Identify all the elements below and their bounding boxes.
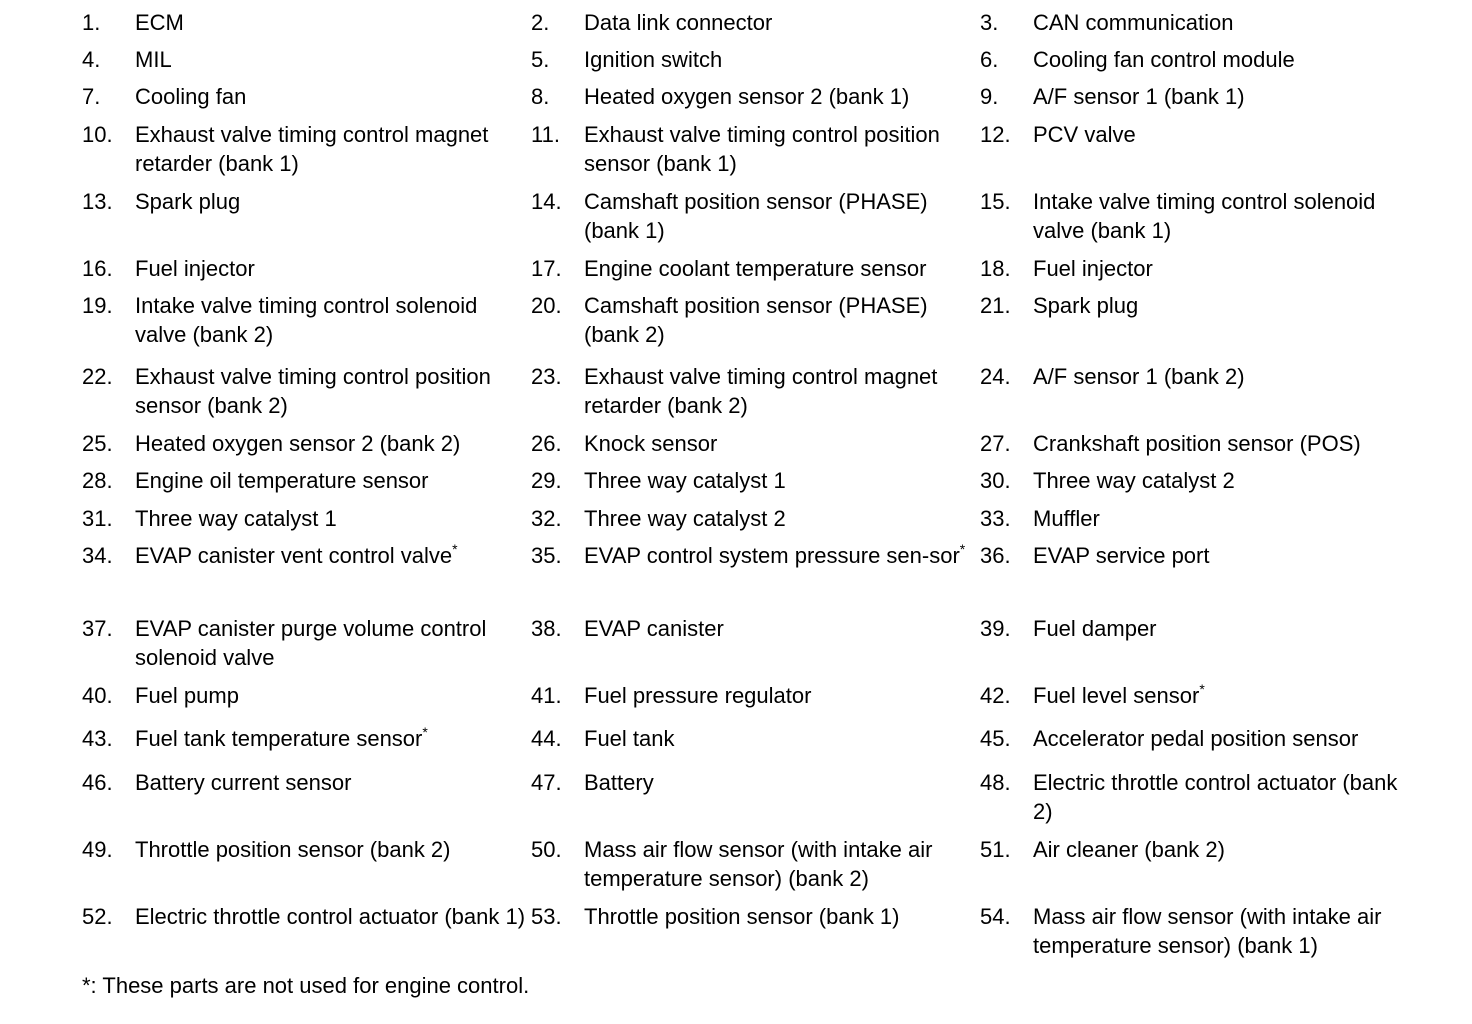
item-number: 33.: [980, 506, 1011, 531]
legend-item: [980, 504, 1422, 541]
legend-item: [531, 466, 980, 504]
item-label-text: Exhaust valve timing control position sensor (bank 1): [584, 122, 940, 176]
legend-item: [980, 902, 1422, 969]
legend-item: [980, 187, 1422, 254]
item-label-text: Engine oil temperature sensor: [135, 468, 429, 493]
item-label: [1033, 902, 1422, 969]
legend-item: [82, 45, 531, 82]
item-label: [135, 466, 531, 504]
item-number: 24.: [980, 364, 1011, 389]
legend-row: [82, 120, 1422, 187]
item-number: 3.: [980, 10, 999, 35]
item-label-text: Camshaft position sensor (PHASE) (bank 2): [584, 293, 928, 347]
item-number: 28.: [82, 468, 113, 493]
item-label-text: Battery: [584, 770, 654, 795]
item-label: [1033, 8, 1422, 45]
item-label-text: Three way catalyst 1: [584, 468, 786, 493]
item-label-text: Intake valve timing control solenoid valve (bank 2): [135, 293, 478, 347]
legend-item: [980, 724, 1422, 768]
item-number: 37.: [82, 616, 113, 641]
item-label-text: Exhaust valve timing control magnet retarder (bank 1): [135, 122, 489, 176]
item-label-text: Battery current sensor: [135, 770, 352, 795]
legend-item: [531, 541, 980, 614]
item-number: 54.: [980, 904, 1011, 929]
item-number: 2.: [531, 10, 550, 35]
item-label: [1033, 120, 1422, 187]
item-number: 35.: [531, 543, 562, 568]
item-label: [135, 45, 531, 82]
legend-item: [82, 187, 531, 254]
item-label: [1033, 45, 1422, 82]
legend-item: [531, 835, 980, 902]
legend-item: [82, 362, 531, 429]
item-label: [135, 541, 531, 614]
item-number: 48.: [980, 770, 1011, 795]
item-label: [135, 681, 531, 724]
item-label-text: Spark plug: [135, 189, 241, 214]
item-number: 47.: [531, 770, 562, 795]
legend-item: [980, 466, 1422, 504]
item-label: [1033, 466, 1422, 504]
footnote-marker: *: [422, 724, 428, 740]
item-number: 40.: [82, 683, 113, 708]
item-number: 30.: [980, 468, 1011, 493]
item-label-text: Electric throttle control actuator (bank 2): [1033, 770, 1398, 824]
legend-item: [82, 724, 531, 768]
item-number: 11.: [531, 122, 560, 147]
legend-row: [82, 466, 1422, 504]
legend-item: [980, 681, 1422, 724]
item-label: [584, 429, 980, 466]
item-number: 52.: [82, 904, 113, 929]
item-label: [135, 120, 531, 187]
item-number: 9.: [980, 84, 999, 109]
item-number: 39.: [980, 616, 1011, 641]
item-number: 27.: [980, 431, 1011, 456]
legend-item: [82, 902, 531, 969]
item-number: 31.: [82, 506, 113, 531]
legend-row: [82, 45, 1422, 82]
item-label: [1033, 681, 1422, 724]
item-number: 42.: [980, 683, 1011, 708]
item-number: 10.: [82, 122, 113, 147]
legend-item: [531, 254, 980, 291]
item-label-text: Fuel pump: [135, 683, 239, 708]
item-label-text: Throttle position sensor (bank 1): [584, 904, 900, 929]
item-label: [584, 541, 980, 614]
item-number: 15.: [980, 189, 1011, 214]
item-label-text: Mass air flow sensor (with intake air temperature sensor) (bank 1): [1033, 904, 1382, 958]
item-label: [584, 291, 980, 362]
item-label-text: CAN communication: [1033, 10, 1234, 35]
item-label-text: Fuel tank temperature sensor: [135, 726, 423, 751]
item-number: 23.: [531, 364, 562, 389]
legend-row: [82, 681, 1422, 724]
legend-item: [980, 254, 1422, 291]
item-label-text: A/F sensor 1 (bank 1): [1033, 84, 1245, 109]
item-label-text: Throttle position sensor (bank 2): [135, 837, 451, 862]
legend-item: [980, 541, 1422, 614]
item-number: 16.: [82, 256, 113, 281]
item-label: [584, 254, 980, 291]
item-label-text: EVAP canister purge volume control solenoid valve: [135, 616, 487, 670]
item-number: 20.: [531, 293, 562, 318]
item-number: 38.: [531, 616, 562, 641]
item-number: 36.: [980, 543, 1011, 568]
item-label: [584, 120, 980, 187]
parts-legend-table: [82, 8, 1422, 969]
item-number: 41.: [531, 683, 562, 708]
item-label-text: EVAP canister: [584, 616, 724, 641]
item-label-text: Ignition switch: [584, 47, 723, 72]
item-label: [135, 724, 531, 768]
item-number: 22.: [82, 364, 113, 389]
legend-item: [980, 8, 1422, 45]
item-label: [584, 82, 980, 120]
legend-row: [82, 362, 1422, 429]
item-label: [584, 466, 980, 504]
legend-item: [82, 120, 531, 187]
item-number: 6.: [980, 47, 999, 72]
item-number: 14.: [531, 189, 562, 214]
item-label-text: Fuel damper: [1033, 616, 1157, 641]
item-label-text: Engine coolant temperature sensor: [584, 256, 927, 281]
legend-item: [82, 8, 531, 45]
legend-item: [531, 768, 980, 835]
item-number: 25.: [82, 431, 113, 456]
item-label: [135, 291, 531, 362]
item-label-text: EVAP canister vent control valve: [135, 543, 453, 568]
item-number: 44.: [531, 726, 562, 751]
item-number: 19.: [82, 293, 113, 318]
item-label-text: PCV valve: [1033, 122, 1136, 147]
legend-item: [531, 45, 980, 82]
item-label: [584, 835, 980, 902]
legend-row: [82, 614, 1422, 681]
item-label-text: Heated oxygen sensor 2 (bank 2): [135, 431, 461, 456]
legend-item: [531, 8, 980, 45]
item-label-text: MIL: [135, 47, 172, 72]
item-label-text: Fuel pressure regulator: [584, 683, 812, 708]
legend-row: [82, 187, 1422, 254]
item-number: 51.: [980, 837, 1011, 862]
item-label-text: A/F sensor 1 (bank 2): [1033, 364, 1245, 389]
item-number: 1.: [82, 10, 101, 35]
item-label: [135, 429, 531, 466]
legend-item: [82, 681, 531, 724]
item-label-text: Fuel level sensor: [1033, 683, 1200, 708]
item-number: 5.: [531, 47, 550, 72]
item-label: [135, 187, 531, 254]
item-number: 7.: [82, 84, 101, 109]
item-label: [135, 614, 531, 681]
item-label-text: Fuel tank: [584, 726, 675, 751]
item-label: [1033, 291, 1422, 362]
legend-row: [82, 835, 1422, 902]
legend-item: [531, 504, 980, 541]
legend-item: [980, 45, 1422, 82]
item-label: [1033, 541, 1422, 614]
item-label: [1033, 835, 1422, 902]
legend-item: [82, 504, 531, 541]
item-label: [1033, 614, 1422, 681]
legend-item: [531, 291, 980, 362]
item-label: [135, 8, 531, 45]
item-label-text: Electric throttle control actuator (bank 1): [135, 904, 526, 929]
item-number: 32.: [531, 506, 562, 531]
item-label-text: Fuel injector: [1033, 256, 1153, 281]
legend-row: [82, 902, 1422, 969]
legend-item: [82, 541, 531, 614]
item-label-text: Exhaust valve timing control position sensor (bank 2): [135, 364, 491, 418]
item-label-text: Knock sensor: [584, 431, 718, 456]
item-label: [1033, 768, 1422, 835]
legend-item: [980, 835, 1422, 902]
legend-row: [82, 768, 1422, 835]
item-label: [135, 362, 531, 429]
item-label: [1033, 362, 1422, 429]
footnote-marker: *: [959, 541, 966, 557]
item-label-text: EVAP control system pressure sen-sor: [584, 543, 960, 568]
item-label: [584, 614, 980, 681]
legend-row: [82, 254, 1422, 291]
item-label: [1033, 187, 1422, 254]
legend-row: [82, 291, 1422, 362]
legend-item: [82, 429, 531, 466]
item-label-text: Muffler: [1033, 506, 1100, 531]
item-label-text: Cooling fan: [135, 84, 247, 109]
item-label: [1033, 254, 1422, 291]
legend-item: [531, 614, 980, 681]
item-number: 8.: [531, 84, 550, 109]
item-label-text: Three way catalyst 1: [135, 506, 337, 531]
legend-item: [980, 82, 1422, 120]
item-number: 43.: [82, 726, 113, 751]
item-number: 49.: [82, 837, 113, 862]
legend-row: [82, 82, 1422, 120]
footnote-marker: *: [1199, 681, 1205, 697]
legend-item: [980, 429, 1422, 466]
item-label: [584, 768, 980, 835]
item-number: 45.: [980, 726, 1011, 751]
item-number: 26.: [531, 431, 562, 456]
item-number: 21.: [980, 293, 1011, 318]
item-label: [1033, 724, 1422, 768]
item-label-text: Fuel injector: [135, 256, 255, 281]
legend-item: [980, 768, 1422, 835]
item-number: 34.: [82, 543, 113, 568]
item-label-text: Cooling fan control module: [1033, 47, 1295, 72]
item-label: [584, 8, 980, 45]
item-label: [135, 254, 531, 291]
item-label-text: Heated oxygen sensor 2 (bank 1): [584, 84, 910, 109]
item-number: 53.: [531, 904, 562, 929]
item-number: 29.: [531, 468, 562, 493]
legend-item: [980, 614, 1422, 681]
legend-item: [980, 291, 1422, 362]
item-label-text: Intake valve timing control solenoid valve (bank 1): [1033, 189, 1376, 243]
legend-item: [531, 681, 980, 724]
item-label: [135, 768, 531, 835]
item-number: 13.: [82, 189, 113, 214]
item-label: [584, 681, 980, 724]
legend-item: [82, 291, 531, 362]
item-label: [135, 902, 531, 969]
legend-item: [82, 835, 531, 902]
item-label: [584, 902, 980, 969]
legend-item: [531, 82, 980, 120]
item-label-text: ECM: [135, 10, 184, 35]
legend-item: [531, 902, 980, 969]
legend-item: [531, 120, 980, 187]
item-label: [135, 504, 531, 541]
item-label: [584, 504, 980, 541]
legend-item: [531, 724, 980, 768]
item-label: [584, 362, 980, 429]
item-label: [584, 187, 980, 254]
item-label: [584, 724, 980, 768]
item-label: [135, 82, 531, 120]
footnote: *: These parts are not used for engine control.: [82, 973, 530, 998]
legend-item: [82, 768, 531, 835]
item-number: 46.: [82, 770, 113, 795]
item-label-text: Spark plug: [1033, 293, 1139, 318]
legend-row: [82, 541, 1422, 614]
item-label-text: Three way catalyst 2: [584, 506, 786, 531]
legend-item: [82, 254, 531, 291]
item-label-text: Crankshaft position sensor (POS): [1033, 431, 1361, 456]
item-number: 12.: [980, 122, 1011, 147]
legend-item: [82, 466, 531, 504]
legend-row: [82, 724, 1422, 768]
item-label-text: Three way catalyst 2: [1033, 468, 1235, 493]
legend-item: [980, 120, 1422, 187]
legend-item: [82, 82, 531, 120]
item-label-text: Data link connector: [584, 10, 773, 35]
item-label: [1033, 82, 1422, 120]
legend-row: [82, 504, 1422, 541]
legend-item: [82, 614, 531, 681]
item-number: 4.: [82, 47, 101, 72]
item-label-text: Camshaft position sensor (PHASE) (bank 1): [584, 189, 928, 243]
legend-row: [82, 429, 1422, 466]
item-label-text: Exhaust valve timing control magnet retarder (bank 2): [584, 364, 938, 418]
item-label-text: EVAP service port: [1033, 543, 1210, 568]
item-label-text: Air cleaner (bank 2): [1033, 837, 1225, 862]
item-label: [584, 45, 980, 82]
footnote-marker: *: [452, 541, 458, 557]
item-number: 50.: [531, 837, 562, 862]
item-label-text: Mass air flow sensor (with intake air temperature sensor) (bank 2): [584, 837, 933, 891]
legend-item: [531, 429, 980, 466]
legend-item: [531, 187, 980, 254]
legend-item: [980, 362, 1422, 429]
item-label: [1033, 504, 1422, 541]
item-label: [135, 835, 531, 902]
item-label: [1033, 429, 1422, 466]
legend-row: [82, 8, 1422, 45]
item-number: 18.: [980, 256, 1011, 281]
item-number: 17.: [531, 256, 562, 281]
item-label-text: Accelerator pedal position sensor: [1033, 726, 1359, 751]
legend-item: [531, 362, 980, 429]
